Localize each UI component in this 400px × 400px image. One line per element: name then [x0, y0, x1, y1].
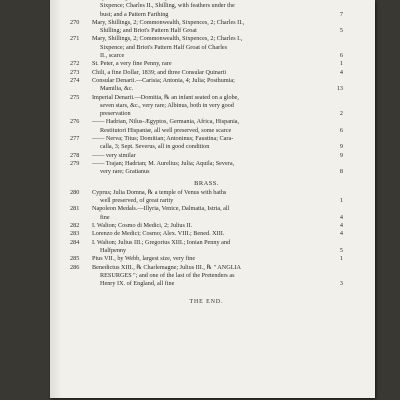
lot-count: 5	[339, 246, 343, 254]
lot-entry	[70, 69, 343, 77]
lot-count: 5	[339, 27, 343, 35]
lot-description-line: Restitutori Hispaniæ, all well preserved, some scarce	[100, 126, 232, 134]
lot-description-line: I. Walton; Cosmo di Medici, 2; Julius II.	[92, 222, 193, 230]
lot-description-line: Napoleon Medals.—Illyria, Venice, Dalmatia, Istria, all	[92, 205, 230, 213]
lot-description-line: Halfpenny	[100, 246, 127, 254]
lot-description-line: Mary, Shillings, 2; Commonwealth, Sixpences, 2; Charles II.,	[92, 18, 245, 26]
lot-description-line: very rare; Gratianus	[100, 168, 150, 176]
lot-entry	[70, 19, 343, 36]
lot-number: 280	[70, 188, 80, 196]
lot-number: 284	[70, 238, 80, 246]
lot-description-line: calla, 3; Sept. Severus, all in good condition	[100, 143, 210, 151]
lot-description-line: Sixpence; and Briot's Pattern Half Groat of Charles	[100, 43, 228, 51]
lot-number: 285	[70, 255, 80, 263]
lot-entry	[70, 205, 343, 222]
lot-number: 283	[70, 230, 80, 238]
lot-number: 272	[70, 60, 80, 68]
lot-entry	[70, 264, 343, 289]
lot-count: 1	[339, 255, 343, 263]
lot-count: 8	[339, 168, 343, 176]
lot-description-line: Consular Denarii.—Carisia; Antonia, 4; Julia; Posthumia;	[92, 76, 235, 84]
lot-number: 270	[70, 18, 80, 26]
lot-entry	[70, 77, 343, 94]
lot-entry	[70, 222, 343, 230]
lot-number: 277	[70, 135, 80, 143]
lot-count: 4	[339, 68, 343, 76]
lot-entry	[70, 152, 343, 160]
lot-description-line: RESURGES "; and one of the last of the Pretenders as	[100, 271, 235, 279]
end-text: THE END.	[189, 299, 224, 306]
lot-count: 4	[339, 213, 343, 221]
lot-description-line: —— very similar	[92, 151, 136, 159]
lot-number: 273	[70, 68, 80, 76]
lot-number: 281	[70, 205, 80, 213]
lot-count: 13	[336, 85, 343, 93]
lot-description-line: preservation	[100, 110, 131, 118]
lot-entry	[70, 60, 343, 68]
lot-count: 9	[339, 143, 343, 151]
lot-count: 3	[339, 280, 343, 288]
lot-number: 278	[70, 151, 80, 159]
lot-description-line: Cyprus; Julia Domna, ℞ a temple of Venus with baths	[92, 188, 227, 196]
lot-list-brass	[70, 189, 343, 289]
lot-number: 286	[70, 263, 80, 271]
lot-entry	[70, 189, 343, 206]
page-content	[70, 0, 343, 307]
lot-count: 4	[339, 230, 343, 238]
lot-description-line: Mary, Shillings, 2; Commonwealth, Sixpences, 2; Charles I.,	[92, 35, 243, 43]
lot-entry	[70, 160, 343, 177]
catalogue-page	[50, 0, 375, 398]
lot-entry	[70, 0, 343, 19]
lot-count: 7	[339, 10, 343, 18]
lot-description-line: Chili, a fine Dollar, 1839; and three Consular Quinarii	[92, 68, 227, 76]
lot-description-line: Sixpence; Charles II., Shilling, with feathers under the	[100, 2, 235, 10]
lot-description-line: well preserved, of great rarity	[100, 197, 174, 205]
lot-description-line: Benedictus XIII., ℞ Charlemagne; Julius III., ℞ " ANGLIA	[92, 263, 242, 271]
lot-entry	[70, 135, 343, 152]
lot-count: 4	[339, 222, 343, 230]
lot-description-line: Pius VII., by Webb, largest size, very fine	[92, 255, 196, 263]
lot-description-line: —— Nerva; Titus; Domitian; Antoninus; Faustina; Cara-	[92, 135, 234, 143]
lot-description-line: Shilling; and Briot's Pattern Half Groat	[100, 27, 197, 35]
lot-description-line: I. Walton; Julius III.; Gregorius XIII.; Ionian Penny and	[92, 238, 231, 246]
lot-entry	[70, 255, 343, 263]
lot-entry	[70, 239, 343, 256]
lot-description-line: seven stars, &c., very rare; Albinus, both in very good	[100, 101, 234, 109]
lot-count: 2	[339, 110, 343, 118]
lot-number: 279	[70, 159, 80, 167]
lot-number: 274	[70, 76, 80, 84]
lot-count: 1	[339, 197, 343, 205]
lot-description-line: bust; and a Pattern Farthing	[100, 10, 169, 18]
lot-description-line: Mamilia, &c.	[100, 85, 134, 93]
lot-entry	[70, 118, 343, 135]
lot-description-line: —— Hadrian, Nilus-Ægyptos, Germania, Africa, Hispania,	[92, 118, 240, 126]
lot-description-line: St. Peter, a very fine Penny, rare	[92, 60, 172, 68]
lot-number: 275	[70, 93, 80, 101]
lot-entry	[70, 230, 343, 238]
lot-count: 1	[339, 60, 343, 68]
lot-description-line: II., scarce	[100, 52, 125, 60]
lot-entry	[70, 94, 343, 119]
lot-list-silver	[70, 0, 343, 177]
lot-description-line: Lorenzo de Medici; Cosmo; Alex. VIII.; Bened. XIII.	[92, 230, 225, 238]
lot-count: 9	[339, 151, 343, 159]
lot-entry	[70, 35, 343, 60]
section-heading: BRASS.	[194, 179, 219, 187]
lot-description-line: —— Trajan; Hadrian; M. Aurelius; Julia; Aquila; Severa,	[92, 159, 235, 167]
lot-number: 276	[70, 118, 80, 126]
lot-number: 271	[70, 35, 80, 43]
lot-description-line: Imperial Denarii.—Domitia, ℞ an infant seated on a globe,	[92, 93, 239, 101]
lot-count: 6	[339, 126, 343, 134]
lot-description-line: Henry IX. of England, all fine	[100, 280, 175, 288]
lot-number: 282	[70, 222, 80, 230]
lot-description-line: fine	[100, 213, 110, 221]
lot-count: 6	[339, 52, 343, 60]
